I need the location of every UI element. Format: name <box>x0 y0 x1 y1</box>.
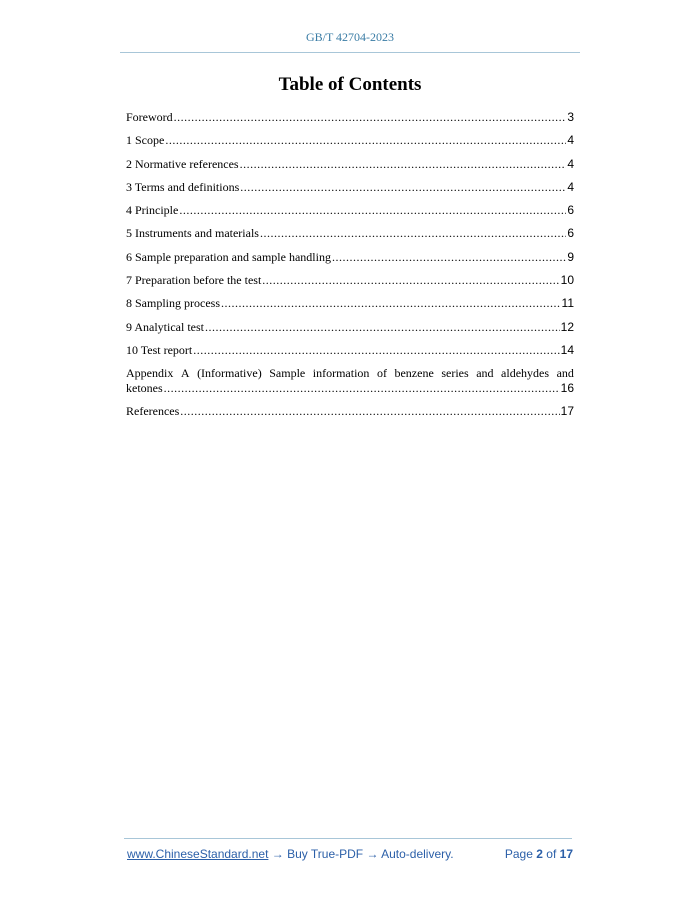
appendix-word: Sample <box>269 366 306 381</box>
toc-entry-references[interactable] <box>126 404 574 427</box>
appendix-title-line <box>126 366 574 381</box>
toc-entry-principle[interactable] <box>126 203 574 226</box>
toc-entry-label: 8 Sampling process <box>126 296 220 311</box>
toc-entry-sampling-process[interactable] <box>126 296 574 319</box>
toc-entry-appendix-a[interactable] <box>126 366 574 396</box>
appendix-word: Appendix <box>126 366 174 381</box>
table-of-contents <box>126 110 574 428</box>
appendix-word: (Informative) <box>197 366 262 381</box>
appendix-word: and <box>556 366 574 381</box>
total-page-count: 17 <box>559 847 573 861</box>
toc-entry-page: 4 <box>567 156 574 171</box>
toc-entry-label: 3 Terms and definitions <box>126 179 240 194</box>
of-word: of <box>546 847 557 861</box>
dot-leader <box>180 404 559 419</box>
toc-entry-instruments-and-materials[interactable] <box>126 226 574 249</box>
page-title: Table of Contents <box>278 74 422 95</box>
appendix-continuation-line <box>126 381 574 396</box>
page-indicator <box>505 847 573 861</box>
dot-leader <box>165 133 566 148</box>
toc-entry-sample-preparation[interactable] <box>126 250 574 273</box>
appendix-word: aldehydes <box>501 366 550 381</box>
toc-entry-label: 7 Preparation before the test <box>126 273 262 288</box>
dot-leader <box>262 273 559 288</box>
dot-leader <box>179 203 566 218</box>
dot-leader <box>332 250 566 265</box>
current-page-number: 2 <box>536 847 543 861</box>
dot-leader <box>260 226 566 241</box>
toc-entry-page: 6 <box>567 203 574 218</box>
page-word: Page <box>504 847 533 861</box>
toc-entry-page: 14 <box>560 342 574 357</box>
dot-leader <box>240 180 566 195</box>
dot-leader <box>221 296 561 311</box>
appendix-word: series <box>441 366 469 381</box>
toc-entry-label: 4 Principle <box>126 203 179 218</box>
appendix-word: information <box>312 366 370 381</box>
footer-promo <box>127 847 454 861</box>
toc-entry-page: 12 <box>560 319 574 334</box>
toc-entry-label: 5 Instruments and materials <box>126 226 259 241</box>
toc-entry-analytical-test[interactable] <box>126 320 574 343</box>
toc-entry-page: 4 <box>567 133 574 148</box>
toc-entry-scope[interactable] <box>126 133 574 156</box>
footer-promo-text: → Buy True-PDF → Auto-delivery. <box>268 847 454 861</box>
dot-leader <box>164 381 560 396</box>
appendix-word: benzene <box>394 366 434 381</box>
appendix-word: A <box>180 366 190 381</box>
toc-entry-page: 11 <box>561 296 574 311</box>
toc-entry-page: 10 <box>560 273 574 288</box>
toc-entry-preparation-before-test[interactable] <box>126 273 574 296</box>
page-footer <box>127 847 573 861</box>
header-divider <box>120 52 580 53</box>
toc-entry-page: 16 <box>560 381 574 396</box>
toc-entry-label: References <box>126 404 180 419</box>
toc-entry-page: 17 <box>560 404 574 419</box>
toc-entry-page: 4 <box>567 179 574 194</box>
appendix-word: of <box>376 366 387 381</box>
toc-entry-page: 6 <box>567 226 574 241</box>
running-header: GB/T 42704-2023 <box>305 30 395 44</box>
website-link[interactable]: www.ChineseStandard.net <box>127 847 269 861</box>
toc-entry-label: 10 Test report <box>126 342 193 357</box>
toc-entry-normative-references[interactable] <box>126 157 574 180</box>
dot-leader <box>240 157 567 172</box>
toc-entry-page: 9 <box>567 249 574 264</box>
toc-entry-label: 2 Normative references <box>126 156 239 171</box>
toc-entry-label: 6 Sample preparation and sample handling <box>126 249 331 264</box>
toc-entry-label: 1 Scope <box>126 133 165 148</box>
toc-entry-page: 3 <box>567 110 574 124</box>
dot-leader <box>174 110 567 125</box>
toc-entry-label: Foreword <box>126 110 173 124</box>
dot-leader <box>193 343 559 358</box>
toc-entry-label: 9 Analytical test <box>126 319 204 334</box>
appendix-word: and <box>476 366 494 381</box>
dot-leader <box>205 320 560 335</box>
toc-entry-label: ketones <box>126 381 163 396</box>
footer-divider <box>124 838 572 839</box>
toc-entry-foreword[interactable] <box>126 110 574 133</box>
toc-entry-terms-and-definitions[interactable] <box>126 180 574 203</box>
toc-entry-test-report[interactable] <box>126 343 574 366</box>
